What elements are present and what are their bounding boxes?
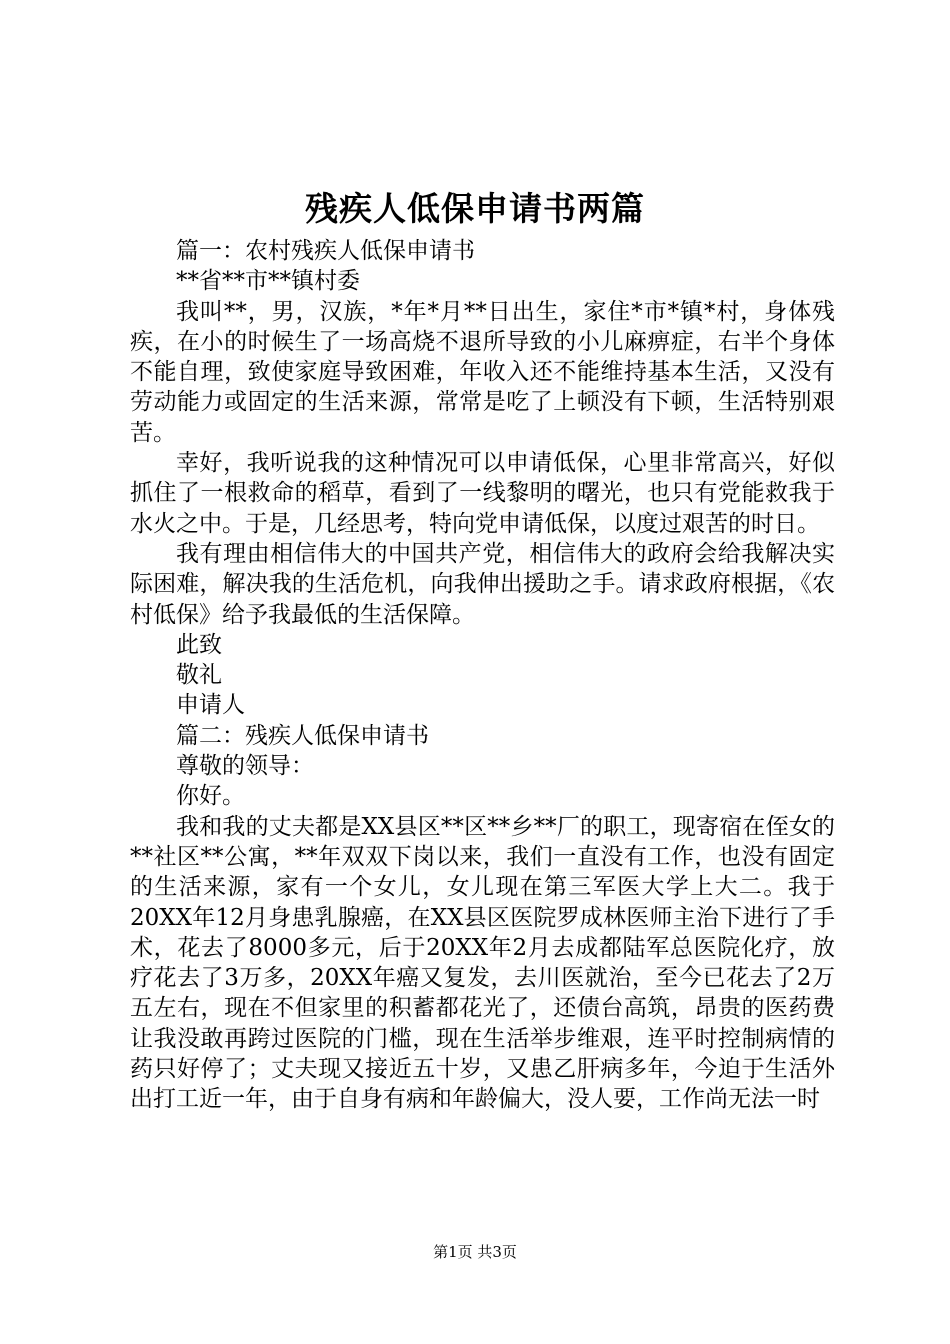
body-paragraph: 幸好，我听说我的这种情况可以申请低保，心里非常高兴，好似抓住了一根救命的稻草，看到了一线黎明的曙光，也只有党能救我于水火之中。于是，几经思考，特向党申请低保，以度过艰苦的时日。 [130,450,835,537]
document-title: 残疾人低保申请书两篇 [305,189,645,228]
section-heading-2: 篇二：残疾人低保申请书 [176,722,429,749]
body-paragraph: 我叫**，男，汉族，*年*月**日出生，家住*市*镇*村，身体残疾，在小的时候生了一场高烧不退所导致的小儿麻痹症，右半个身体不能自理，致使家庭导致困难，年收入还不能维持基本生活，又没有劳动能力或固定的生活来源，常常是吃了上顿没有下顿，生活特别艰苦。 [130,298,835,446]
body-paragraph: 我有理由相信伟大的中国共产党，相信伟大的政府会给我解决实际困难，解决我的生活危机，向我伸出援助之手。请求政府根据，《农村低保》给予我最低的生活保障。 [130,540,835,628]
applicant-line: 申请人 [176,692,245,719]
page-footer: 第1页 共3页 [433,1243,517,1261]
greeting-line: 你好。 [176,783,245,810]
document-body [130,236,835,1115]
closing-line: 此致 [176,631,222,658]
body-paragraph: 我和我的丈夫都是XX县区**区**乡**厂的职工，现寄宿在侄女的**社区**公寓，**年双双下岗以来，我们一直没有工作，也没有固定的生活来源，家有一个女儿，女儿现在第三军医大学上大二。我于20XX年12月身患乳腺癌，在XX县区医院罗成林医师主治下进行了手术，花去了8000多元，后于20XX年2月去成都陆军总医院化疗，放疗花去了3万多，20XX年癌又复发，去川医就治，至今已花去了2万五左右，现在不但家里的积蓄都花光了，还债台高筑，昂贵的医药费让我没敢再跨过医院的门槛，现在生活举步维艰，连平时控制病情的药只好停了；丈夫现又接近五十岁，又患乙肝病多年，今迫于生活外出打工近一年，由于自身有病和年龄偏大，没人要，工作尚无法一时 [130,813,835,1113]
recipient-line: **省**市**镇村委 [176,268,360,295]
salutation-line: 尊敬的领导： [176,753,314,780]
section-heading-1: 篇一：农村残疾人低保申请书 [176,238,475,264]
closing-salutation: 敬礼 [176,662,222,689]
